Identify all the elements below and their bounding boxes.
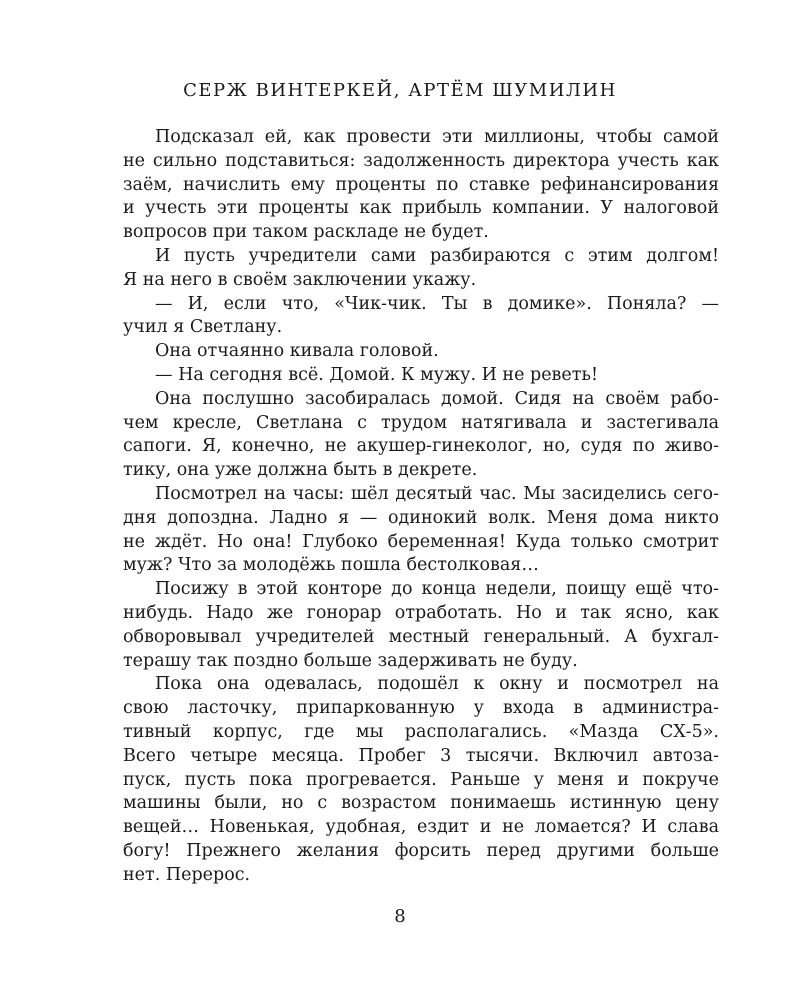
text-line: не сильно подставиться: задолженность директора учесть как xyxy=(123,150,719,171)
text-line: терашу так поздно больше задерживать не буду. xyxy=(123,650,578,671)
text-line: Я на него в своём заключении укажу. xyxy=(123,269,477,290)
text-line: учил я Светлану. xyxy=(123,317,283,338)
text-line: вещей… Новенькая, удобная, ездит и не ломается? И слава xyxy=(123,817,719,838)
text-line: нибудь. Надо же гонорар отработать. Но и так ясно, как xyxy=(123,602,719,623)
text-line: богу! Прежнего желания форсить перед другими больше xyxy=(123,840,719,861)
text-line: — И, если что, «Чик-чик. Ты в домике». Поняла? — xyxy=(155,293,719,314)
text-line: Всего четыре месяца. Пробег 3 тысячи. Включил автоза- xyxy=(123,745,719,766)
text-line: машины были, но с возрастом понимаешь истинную цену xyxy=(123,793,719,814)
text-line: Посижу в этой конторе до конца недели, поищу ещё что- xyxy=(155,579,719,600)
text-line: чем кресле, Светлана с трудом натягивала и застегивала xyxy=(123,412,719,433)
text-line: Она послушно засобиралась домой. Сидя на своём рабо- xyxy=(155,388,719,409)
text-line: нет. Перерос. xyxy=(123,864,251,885)
text-line: тивный корпус, где мы располагались. «Мазда СХ-5». xyxy=(123,721,719,742)
text-line: Пока она одевалась, подошёл к окну и посмотрел на xyxy=(155,674,719,695)
text-line: обворовывал учредителей местный генеральный. А бухгал- xyxy=(123,626,719,647)
text-line: вопросов при таком раскладе не будет. xyxy=(123,222,489,243)
page-number: 8 xyxy=(394,906,406,927)
text-line: муж? Что за молодёжь пошла бестолковая… xyxy=(123,555,539,576)
text-line: свою ласточку, припаркованную у входа в администра- xyxy=(123,698,719,719)
text-line: заём, начислить ему проценты по ставке рефинансирования xyxy=(123,174,719,195)
text-line: Она отчаянно кивала головой. xyxy=(155,341,439,362)
text-line: и учесть эти проценты как прибыль компании. У налоговой xyxy=(123,198,719,219)
text-line: сапоги. Я, конечно, не акушер-гинеколог, но, судя по живо- xyxy=(123,436,719,457)
text-line: — На сегодня всё. Домой. К мужу. И не реветь! xyxy=(155,364,599,385)
text-line: Посмотрел на часы: шёл десятый час. Мы засиделись сего- xyxy=(155,483,719,504)
text-line: не ждёт. Но она! Глубоко беременная! Куда только смотрит xyxy=(123,531,719,552)
text-line: Подсказал ей, как провести эти миллионы, чтобы самой xyxy=(155,127,719,147)
body-text xyxy=(123,126,719,888)
running-header: СЕРЖ ВИНТЕРКЕЙ, АРТЁМ ШУМИЛИН xyxy=(183,80,617,101)
text-line: пуск, пусть пока прогревается. Раньше у меня и покруче xyxy=(123,769,719,790)
text-line: тику, она уже должна быть в декрете. xyxy=(123,460,478,481)
text-line: И пусть учредители сами разбираются с этим долгом! xyxy=(155,245,719,266)
text-line: дня допоздна. Ладно я — одинокий волк. Меня дома никто xyxy=(123,507,719,528)
